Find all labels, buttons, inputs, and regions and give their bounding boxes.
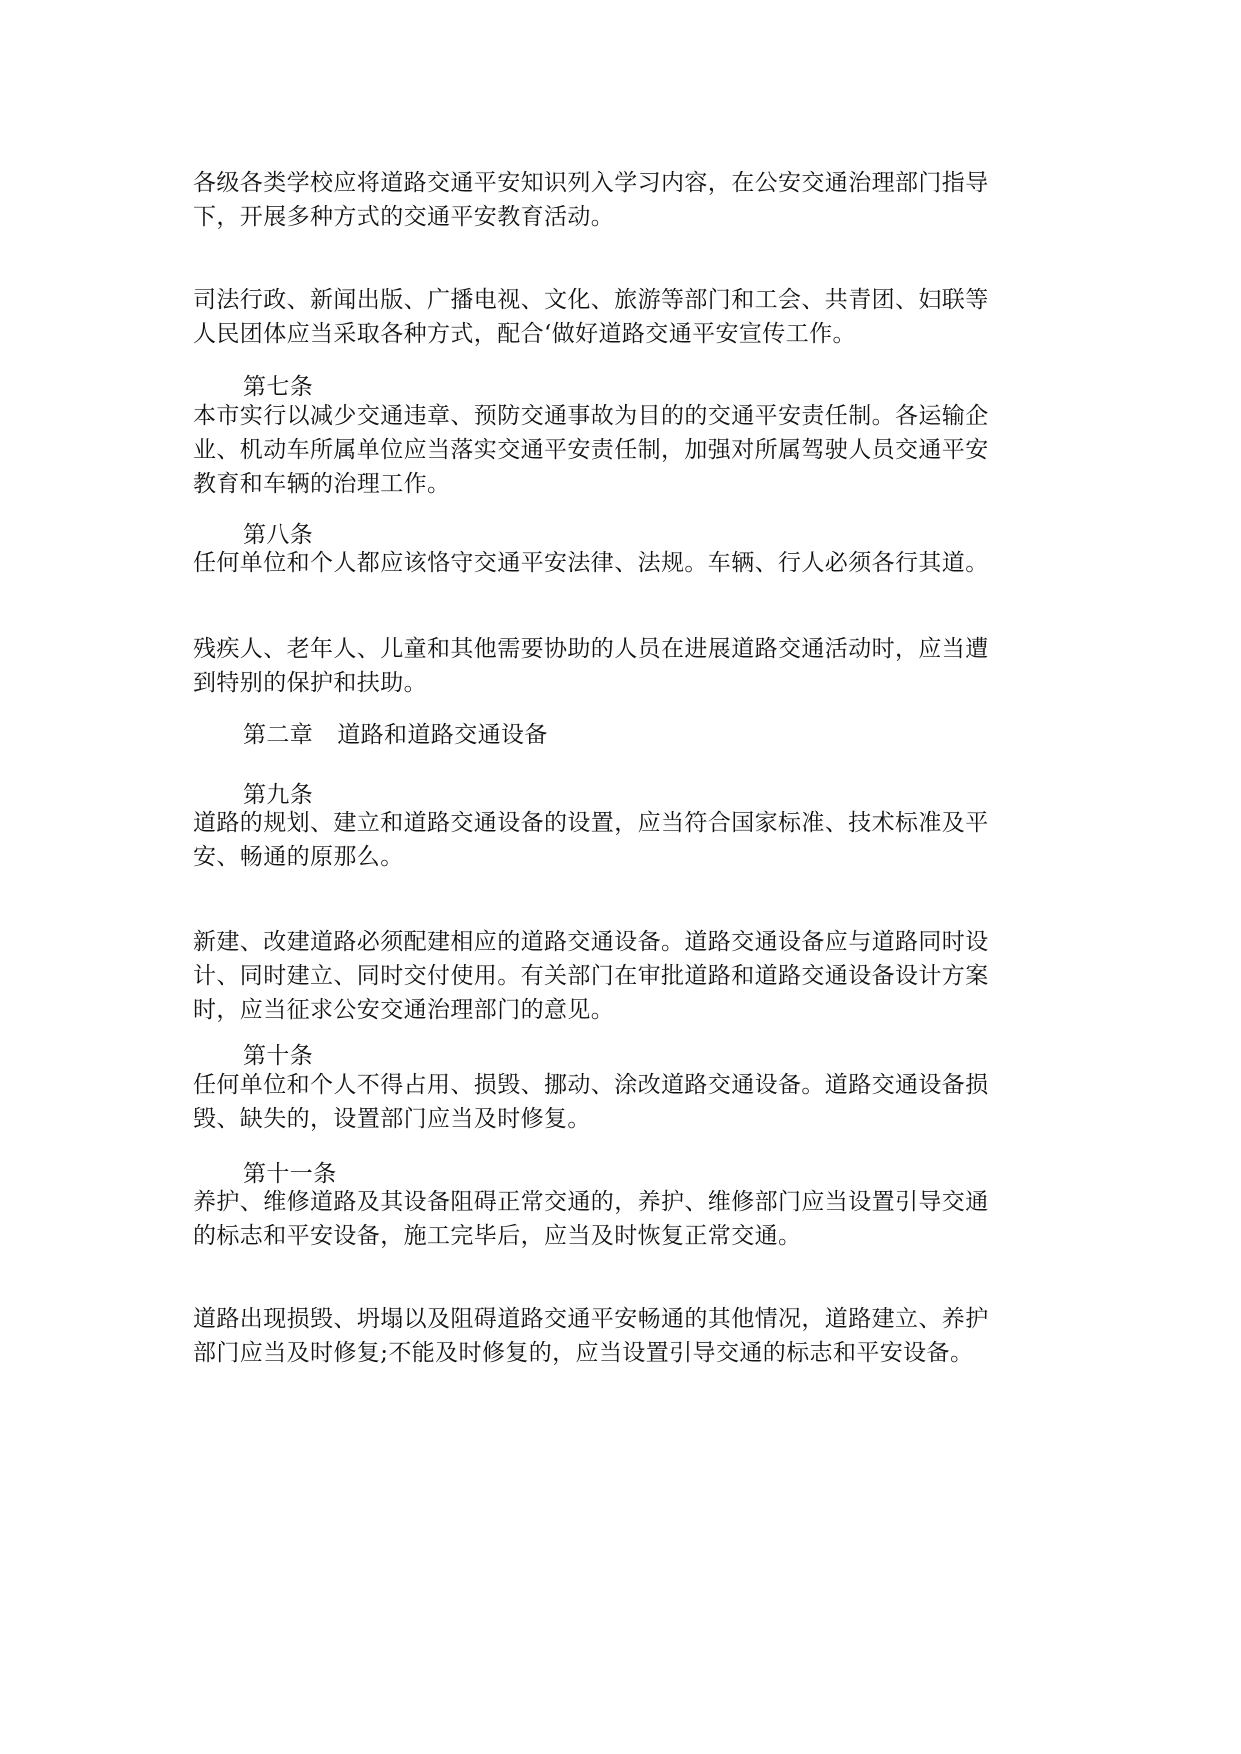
article-10-heading: 第十条 [243, 1043, 314, 1069]
article-9-body: 道路的规划、建立和道路交通设备的设置，应当符合国家标准、技术标准及平 安、畅通的原那么。 [193, 810, 989, 870]
article-7-heading: 第七条 [243, 374, 314, 400]
article-9-heading: 第九条 [243, 782, 314, 808]
chapter-title: 道路和道路交通设备 [337, 722, 548, 748]
article-8-body: 任何单位和个人都应该恪守交通平安法律、法规。车辆、行人必须各行其道。 [193, 550, 989, 576]
article-11-body: 养护、维修道路及其设备阻碍正常交通的，养护、维修部门应当设置引导交通 的标志和平安设备，施工完毕后，应当及时恢复正常交通。 [193, 1189, 989, 1249]
paragraph-new-roads: 新建、改建道路必须配建相应的道路交通设备。道路交通设备应与道路同时设 计、同时建立、同时交付使用。有关部门在审批道路和道路交通设备设计方案 时，应当征求公安交通治理部门的意见。 [193, 929, 989, 1023]
paragraph-school-education: 各级各类学校应将道路交通平安知识列入学习内容，在公安交通治理部门指导 下，开展多种方式的交通平安教育活动。 [193, 170, 989, 230]
chapter-2-heading [243, 718, 548, 752]
article-10-body: 任何单位和个人不得占用、损毁、挪动、涂改道路交通设备。道路交通设备损 毁、缺失的，设置部门应当及时修复。 [193, 1072, 989, 1132]
paragraph-publicity-departments: 司法行政、新闻出版、广播电视、文化、旅游等部门和工会、共青团、妇联等 人民团体应当采取各种方式，配合‘做好道路交通平安宣传工作。 [193, 287, 989, 347]
paragraph-road-damage: 道路出现损毁、坍塌以及阻碍道路交通平安畅通的其他情况，道路建立、养护 部门应当及时修复;不能及时修复的，应当设置引导交通的标志和平安设备。 [193, 1306, 989, 1366]
paragraph-vulnerable-persons: 残疾人、老年人、儿童和其他需要协助的人员在进展道路交通活动时，应当遭 到特别的保护和扶助。 [193, 636, 989, 696]
article-11-heading: 第十一条 [243, 1161, 337, 1187]
chapter-number: 第二章 [243, 722, 314, 748]
article-8-heading: 第八条 [243, 522, 314, 548]
article-7-body: 本市实行以减少交通违章、预防交通事故为目的的交通平安责任制。各运输企 业、机动车所属单位应当落实交通平安责任制，加强对所属驾驶人员交通平安 教育和车辆的治理工作。 [193, 403, 989, 497]
